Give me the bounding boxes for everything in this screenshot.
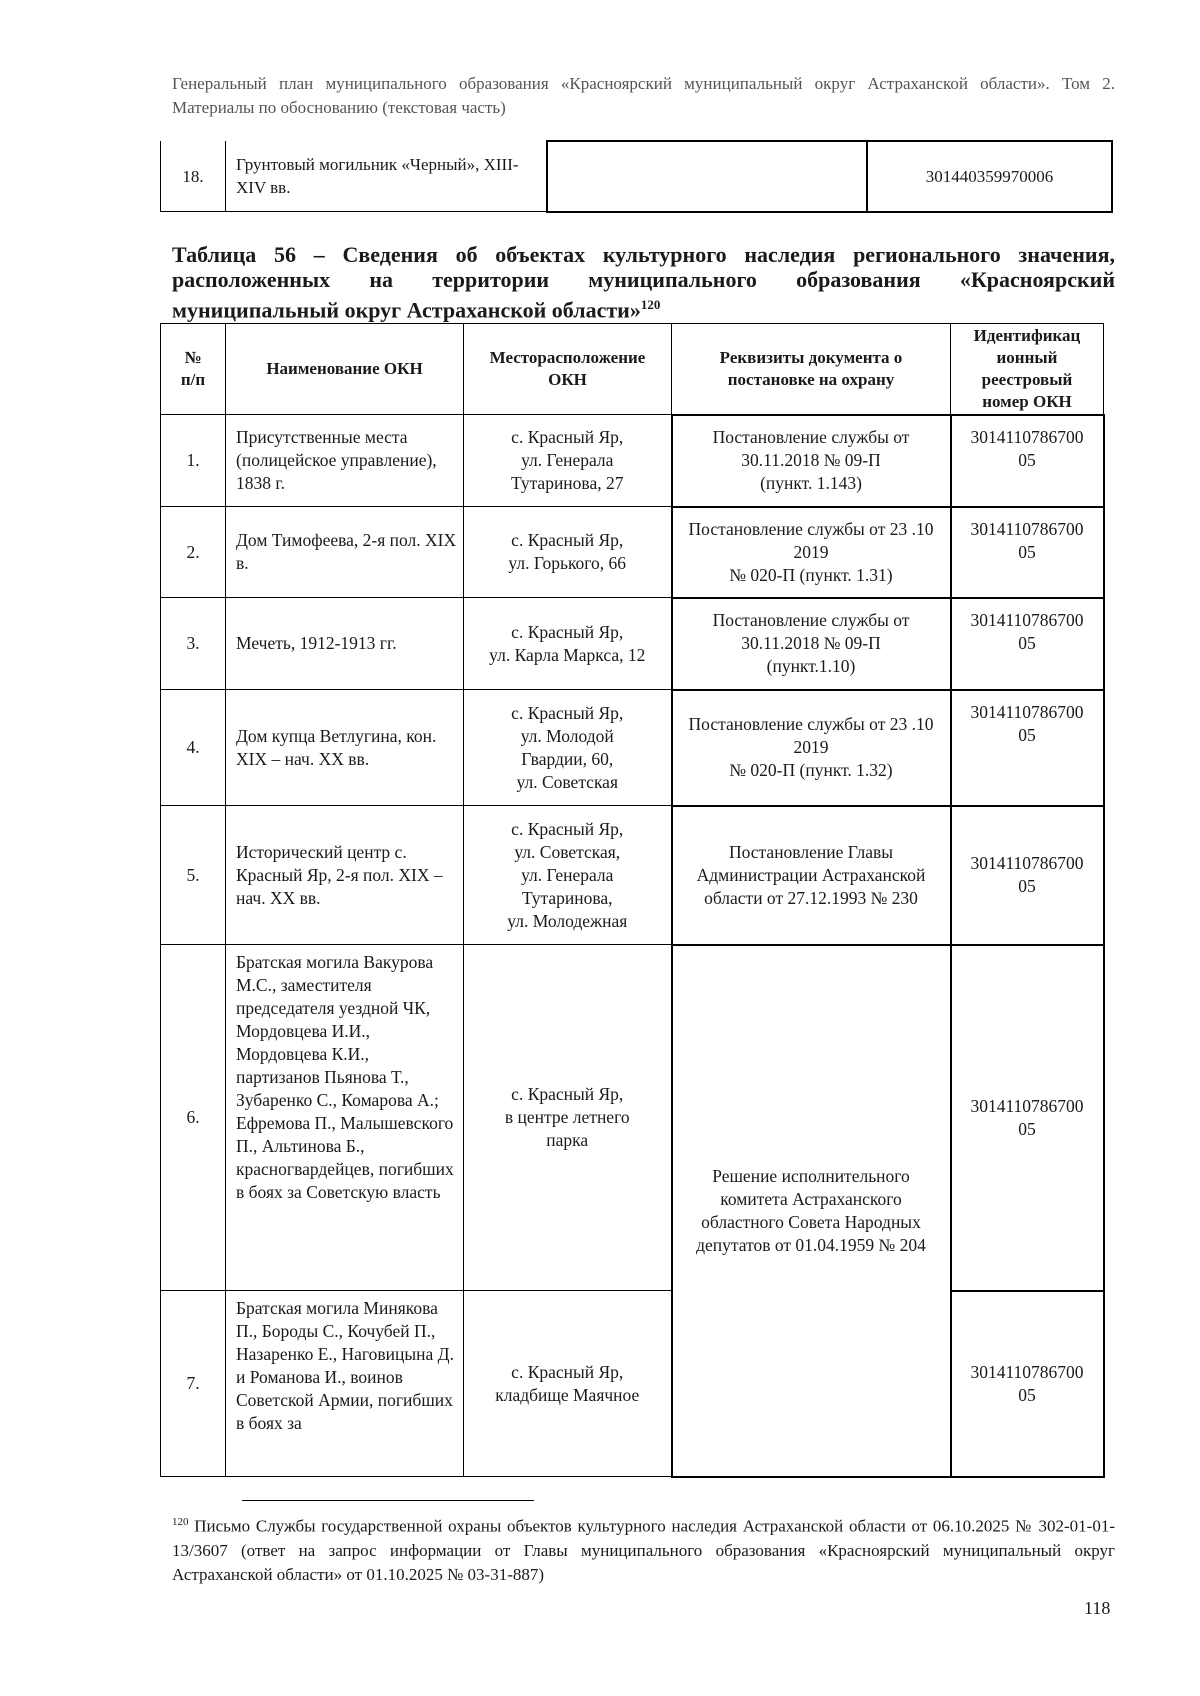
- okn-registry-id: 3014110786700 05: [951, 598, 1104, 690]
- okn-name: Грунтовый могильник «Черный», XIII-XIV вв.: [226, 141, 548, 212]
- okn-location: с. Красный Яр, ул. Советская, ул. Генерала Тутаринова, ул. Молодежная: [464, 806, 672, 945]
- table-row: [161, 507, 1104, 598]
- table-row: [161, 1291, 1104, 1477]
- okn-document-merged: Решение исполнительного комитета Астраханского областного Совета Народных депутатов от 01.04.1959 № 204: [672, 945, 951, 1477]
- okn-document: Постановление Главы Администрации Астраханской области от 27.12.1993 № 230: [672, 806, 951, 945]
- okn-registry-id: 3014110786700 05: [951, 507, 1104, 598]
- header-num: № п/п: [161, 324, 226, 415]
- table-row: [161, 598, 1104, 690]
- okn-registry-id: 3014110786700 05: [951, 806, 1104, 945]
- row-number: 6.: [161, 945, 226, 1291]
- okn-document: Постановление службы от 23 .10 2019 № 020-П (пункт. 1.32): [672, 690, 951, 806]
- okn-name: Братская могила Вакурова М.С., заместителя председателя уездной ЧК, Мордовцева И.И., Мордовцева К.И., партизанов Пьянова Т., Зубаренко С., Комарова А.; Ефремова П., Малышевского П., Альтинова Б., красногвардейцев, погибших в боях за Советскую власть: [226, 945, 464, 1291]
- row-number: 2.: [161, 507, 226, 598]
- okn-location: с. Красный Яр, в центре летнего парка: [464, 945, 672, 1291]
- table-title-text: Таблица 56 – Сведения об объектах культурного наследия регионального значения, расположенных на территории муниципального образования «Красноярский муниципальный округ Астраханской области»: [172, 242, 1115, 323]
- table-row: [161, 141, 1113, 212]
- footnote-divider: [242, 1500, 534, 1501]
- row-number: 1.: [161, 415, 226, 507]
- row-number: 3.: [161, 598, 226, 690]
- okn-name: Мечеть, 1912-1913 гг.: [226, 598, 464, 690]
- okn-registry-id: 3014110786700 05: [951, 690, 1104, 806]
- table-title: [172, 242, 1115, 322]
- okn-name: Присутственные места (полицейское управление), 1838 г.: [226, 415, 464, 507]
- okn-location: с. Красный Яр, ул. Карла Маркса, 12: [464, 598, 672, 690]
- row-number: 5.: [161, 806, 226, 945]
- okn-registry-id: 3014110786700 05: [951, 1291, 1104, 1477]
- table-row: [161, 690, 1104, 806]
- okn-document: Постановление службы от 30.11.2018 № 09-П (пункт. 1.143): [672, 415, 951, 507]
- okn-name: Братская могила Минякова П., Бороды С., Кочубей П., Назаренко Е., Наговицына Д. и Романова И., воинов Советской Армии, погибших в боях за: [226, 1291, 464, 1477]
- continued-table-row: [160, 140, 1113, 213]
- okn-table: [160, 323, 1105, 1478]
- header-location: Месторасположение ОКН: [464, 324, 672, 415]
- header-registry-id: Идентификац ионный реестровый номер ОКН: [951, 324, 1104, 415]
- okn-name: Дом Тимофеева, 2-я пол. XIX в.: [226, 507, 464, 598]
- footnote-text: Письмо Службы государственной охраны объектов культурного наследия Астраханской области от 06.10.2025 № 302-01-01-13/3607 (ответ на запрос информации от Главы муниципального образования «Красноярский муниципальный округ Астраханской области» от 01.10.2025 № 03-31-887): [172, 1516, 1115, 1584]
- okn-name: Исторический центр с. Красный Яр, 2-я пол. XIX – нач. XX вв.: [226, 806, 464, 945]
- okn-document: Постановление службы от 23 .10 2019 № 020-П (пункт. 1.31): [672, 507, 951, 598]
- row-number: 7.: [161, 1291, 226, 1477]
- footnote-reference: 120: [640, 297, 661, 312]
- table-header-row: [161, 324, 1104, 415]
- table-row: [161, 806, 1104, 945]
- running-header: Генеральный план муниципального образования «Красноярский муниципальный округ Астраханской области». Том 2. Материалы по обоснованию (текстовая часть): [172, 74, 1115, 117]
- okn-document: Постановление службы от 30.11.2018 № 09-П (пункт.1.10): [672, 598, 951, 690]
- okn-location: с. Красный Яр, ул. Горького, 66: [464, 507, 672, 598]
- footnote-marker: 120: [172, 1516, 189, 1528]
- okn-registry-id: 301440359970006: [867, 141, 1112, 212]
- page-number: 118: [1084, 1598, 1111, 1618]
- okn-location: [547, 141, 867, 212]
- row-number: 4.: [161, 690, 226, 806]
- table-row: [161, 945, 1104, 1291]
- okn-registry-id: 3014110786700 05: [951, 945, 1104, 1291]
- footnote: [172, 1510, 1115, 1587]
- row-number: 18.: [161, 141, 226, 212]
- okn-location: с. Красный Яр, кладбище Маячное: [464, 1291, 672, 1477]
- header-name: Наименование ОКН: [226, 324, 464, 415]
- okn-location: с. Красный Яр, ул. Генерала Тутаринова, 27: [464, 415, 672, 507]
- okn-location: с. Красный Яр, ул. Молодой Гвардии, 60, ул. Советская: [464, 690, 672, 806]
- okn-name: Дом купца Ветлугина, кон. XIX – нач. XX вв.: [226, 690, 464, 806]
- okn-registry-id: 3014110786700 05: [951, 415, 1104, 507]
- header-document: Реквизиты документа о постановке на охрану: [672, 324, 951, 415]
- table-row: [161, 415, 1104, 507]
